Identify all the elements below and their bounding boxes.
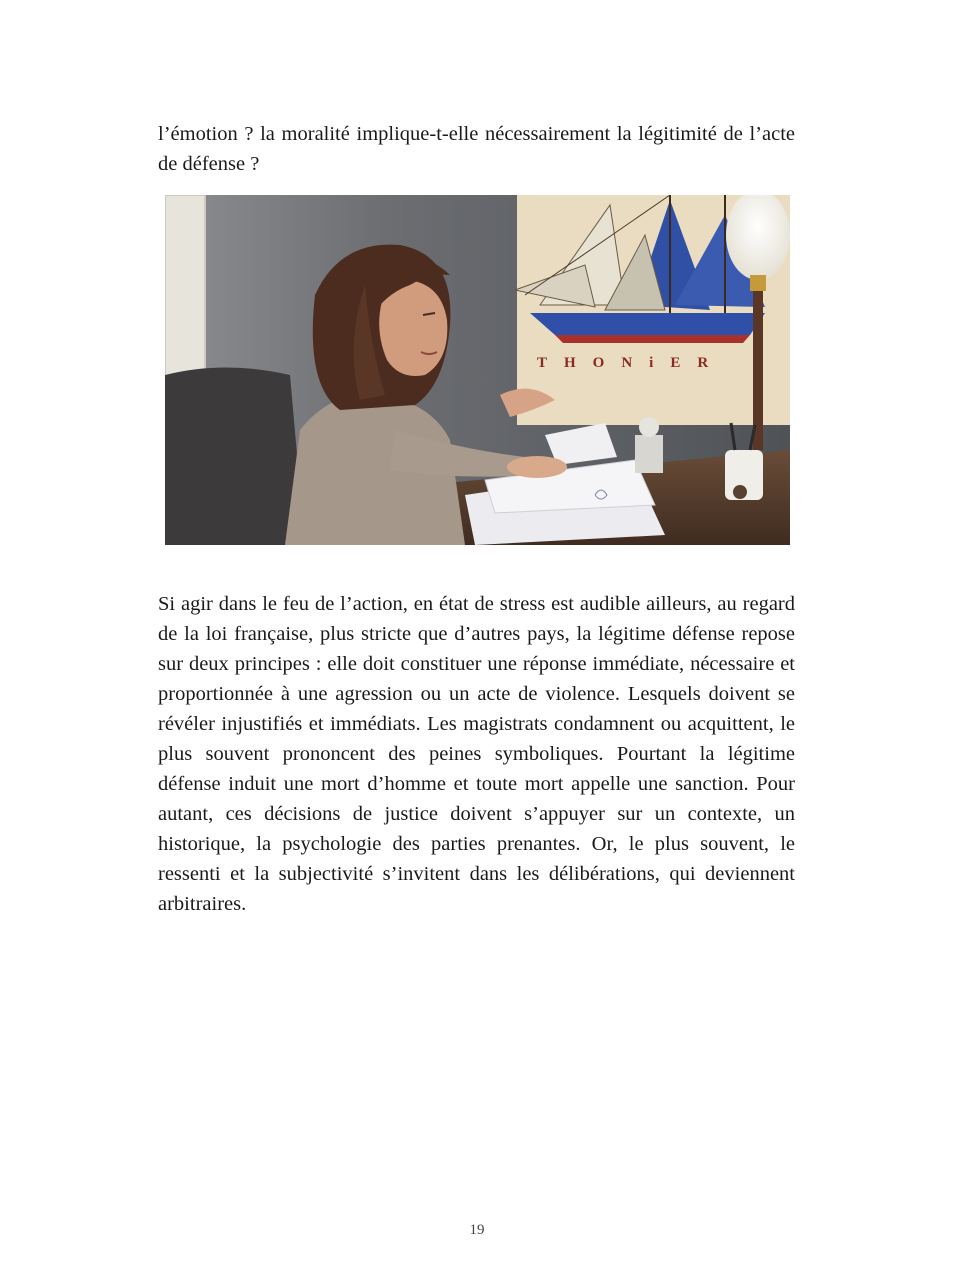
page-number: 19 <box>469 1222 485 1238</box>
poster-title: THONiER <box>537 355 726 371</box>
paragraph-intro: l’émotion ? la moralité implique-t-elle nécessairement la légitimité de l’acte de défense ? <box>158 123 795 175</box>
photo-woman-at-desk <box>165 195 790 545</box>
photo-illustration <box>165 195 790 545</box>
paragraph-main: Si agir dans le feu de l’action, en état de stress est audible ailleurs, au regard de la loi française, plus stricte que d’autres pays, la légitime défense repose sur deux principes : elle doit constituer une réponse immédiate, nécessaire et proportionnée à une agression ou un acte de violence. Lesquels doivent se révéler injustifiés et immédiats. Les magistrats condamnent ou acquittent, le plus souvent prononcent des peines symboliques. Pourtant la légitime défense induit une mort d’homme et toute mort appelle une sanction. Pour autant, ces décisions de justice doivent s’appuyer sur un contexte, un historique, la psychologie des parties prenantes. Or, le plus souvent, le ressenti et la subjectivité s’invitent dans les délibérations, qui deviennent arbitraires. <box>158 593 795 915</box>
